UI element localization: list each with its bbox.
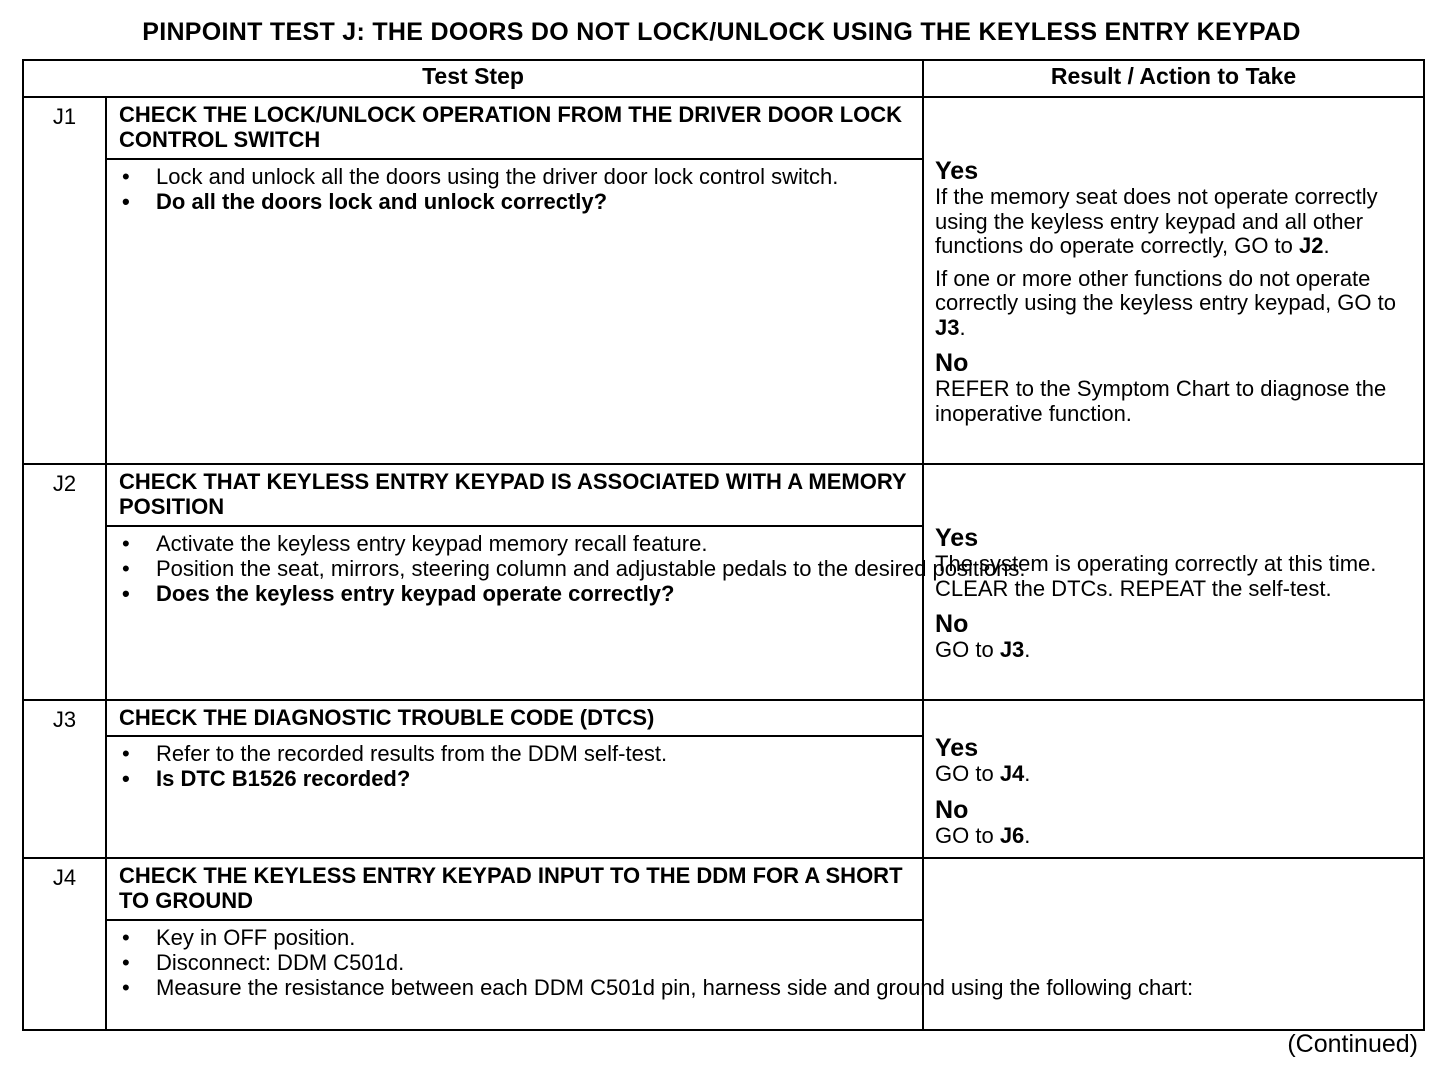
list-item: • Position the seat, mirrors, steering column and adjustable pedals to the desired positions. [119, 556, 1413, 581]
step-row-j3 [23, 700, 1424, 736]
step-ref-link[interactable]: J3 [935, 314, 960, 340]
list-item: • Is DTC B1526 recorded? [119, 766, 1413, 791]
step-bullets-row-j2 [23, 526, 1424, 700]
step-ref-link[interactable]: J2 [1299, 233, 1324, 258]
list-item: • Does the keyless entry keypad operate correctly? [119, 581, 1413, 606]
yes-text: GO to J4. [935, 761, 1031, 786]
yes-label: Yes [935, 524, 979, 552]
no-label: No [935, 610, 969, 638]
list-item: • Lock and unlock all the doors using the driver door lock control switch. [119, 164, 1413, 189]
page-title: PINPOINT TEST J: THE DOORS DO NOT LOCK/UNLOCK USING THE KEYLESS ENTRY KEYPAD [142, 18, 1301, 46]
step-id-j3: J3 [23, 700, 106, 858]
list-item: • Activate the keyless entry keypad memory recall feature. [119, 531, 1413, 556]
step-ref-link[interactable]: J6 [999, 822, 1025, 848]
step-bullets-j4 [106, 920, 1424, 1030]
no-label: No [935, 795, 969, 824]
step-id-j2: J2 [23, 464, 106, 700]
header-result: Result / Action to Take [923, 60, 1424, 97]
step-bullets-j2 [106, 526, 1424, 700]
step-bullets-row-j3 [23, 736, 1424, 858]
step-title-j4: CHECK THE KEYLESS ENTRY KEYPAD INPUT TO THE DDM FOR A SHORT TO GROUND [106, 858, 923, 920]
yes-label: Yes [935, 734, 979, 762]
table-header-row [23, 60, 1424, 97]
no-text: GO to J6. [935, 822, 1031, 848]
step-id-j4: J4 [23, 858, 106, 1030]
step-row-j4 [23, 858, 1424, 920]
continued-label: (Continued) [1287, 1030, 1418, 1058]
no-label: No [935, 349, 969, 377]
step-id-j1: J1 [23, 97, 106, 464]
list-item: • Do all the doors lock and unlock correctly? [119, 189, 1413, 214]
yes-text: If one or more other functions do not operate correctly using the keyless entry keypad, GO to J3. [935, 265, 1396, 340]
step-title-j3: CHECK THE DIAGNOSTIC TROUBLE CODE (DTCS) [106, 700, 923, 736]
step-title-j2: CHECK THAT KEYLESS ENTRY KEYPAD IS ASSOCIATED WITH A MEMORY POSITION [106, 464, 923, 526]
no-text: REFER to the Symptom Chart to diagnose the inoperative function. [935, 376, 1387, 426]
list-item: • Key in OFF position. [119, 925, 1413, 950]
yes-label: Yes [935, 157, 979, 185]
step-title-j1: CHECK THE LOCK/UNLOCK OPERATION FROM THE DRIVER DOOR LOCK CONTROL SWITCH [106, 97, 923, 159]
step-row-j2 [23, 464, 1424, 526]
no-text: GO to J3. [935, 637, 1031, 662]
yes-text: The system is operating correctly at this time. CLEAR the DTCs. REPEAT the self-test. [935, 551, 1377, 601]
step-ref-link[interactable]: J3 [999, 637, 1025, 662]
header-test-step: Test Step [23, 60, 923, 97]
step-ref-link[interactable]: J4 [999, 761, 1025, 786]
step-bullets-row-j4 [23, 920, 1424, 1030]
step-bullets-j3 [106, 736, 1424, 858]
list-item: • Measure the resistance between each DDM C501d pin, harness side and ground using the following chart: [119, 975, 1413, 1000]
step-row-j1 [23, 97, 1424, 159]
list-item: • Refer to the recorded results from the DDM self-test. [119, 741, 1413, 766]
list-item: • Disconnect: DDM C501d. [119, 950, 1413, 975]
yes-text: If the memory seat does not operate correctly using the keyless entry keypad and all other functions do operate correctly, GO to J2. [935, 184, 1378, 258]
pinpoint-test-table [22, 59, 1425, 1031]
